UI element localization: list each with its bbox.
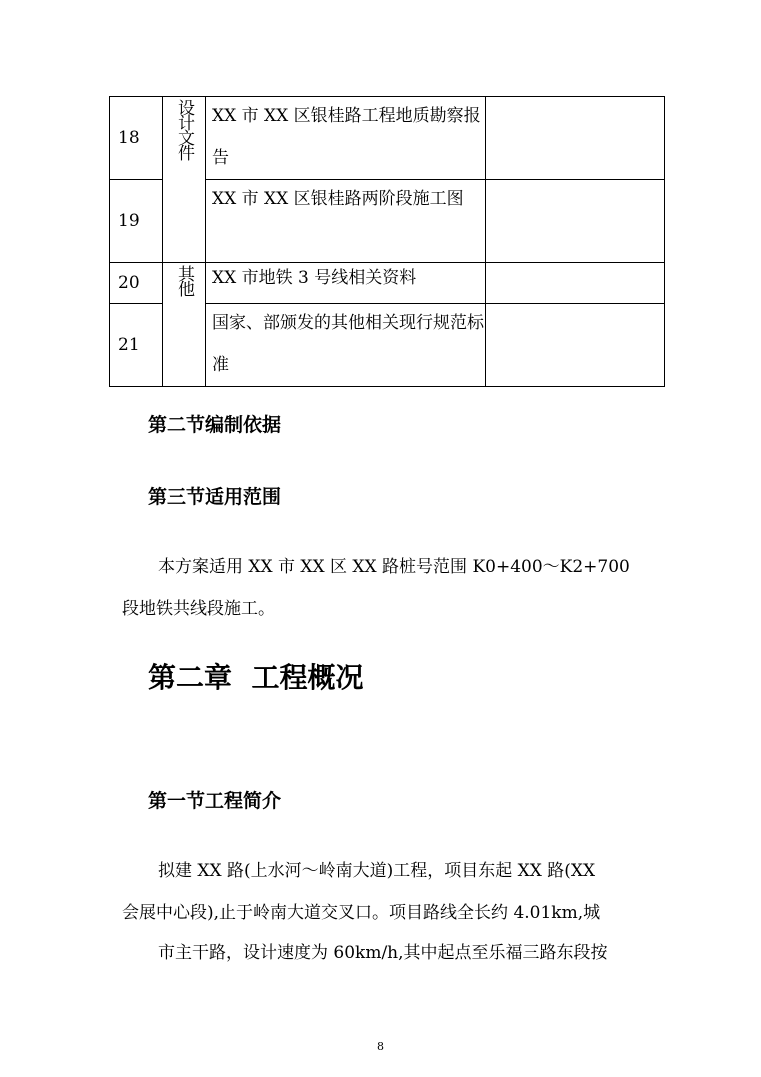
category-label: 其他: [174, 265, 194, 295]
row-number: 19: [110, 180, 163, 263]
category-label: 设计文件: [174, 99, 194, 159]
scope-paragraph-line: 本方案适用 XX 市 XX 区 XX 路桩号范围 K0+400～K2+700: [158, 557, 630, 577]
intro-paragraph-line: 拟建 XX 路(上水河～岭南大道)工程，项目东起 XX 路(XX: [158, 861, 596, 881]
note-cell: [486, 97, 665, 180]
row-number: 21: [110, 304, 163, 387]
section-heading-basis: 第二节编制依据: [148, 414, 282, 436]
chapter-heading: 第二章 工程概况: [148, 661, 364, 694]
document-name: XX 市 XX 区银桂路工程地质勘察报告: [212, 106, 481, 168]
page-number: 8: [377, 1040, 384, 1053]
note-cell: [486, 263, 665, 304]
section-heading-scope: 第三节适用范围: [148, 486, 282, 508]
document-name-cell: [206, 304, 486, 387]
category-cell: [163, 263, 206, 387]
row-number: 20: [110, 263, 163, 304]
note-cell: [486, 304, 665, 387]
document-name: XX 市地铁 3 号线相关资料: [212, 268, 417, 288]
table-row: [110, 263, 665, 304]
note-cell: [486, 180, 665, 263]
document-name: 国家、部颁发的其他相关现行规范标准: [212, 313, 484, 375]
intro-paragraph-line: 会展中心段),止于岭南大道交叉口。项目路线全长约 4.01km,城: [122, 903, 601, 923]
reference-documents-table: [109, 96, 665, 387]
row-number: 18: [110, 97, 163, 180]
table-row: [110, 97, 665, 180]
document-name: XX 市 XX 区银桂路两阶段施工图: [212, 189, 464, 209]
document-name-cell: [206, 263, 486, 304]
scope-paragraph-line: 段地铁共线段施工。: [122, 599, 275, 619]
section-heading-intro: 第一节工程简介: [148, 790, 282, 812]
intro-paragraph-line: 市主干路，设计速度为 60km/h,其中起点至乐福三路东段按: [158, 943, 608, 963]
document-name-cell: [206, 180, 486, 263]
category-cell: [163, 97, 206, 263]
document-name-cell: [206, 97, 486, 180]
